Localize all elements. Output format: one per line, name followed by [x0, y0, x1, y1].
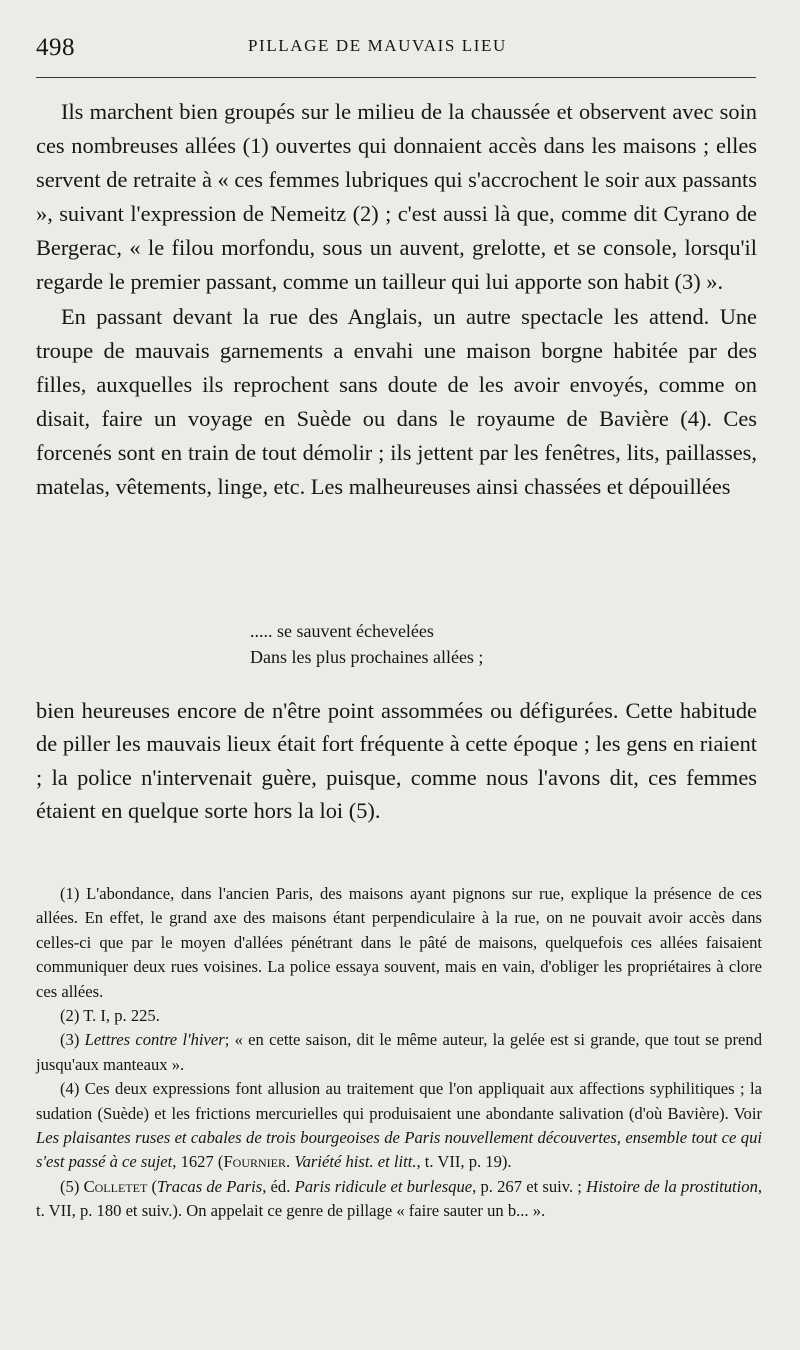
footnote-2: (2) T. I, p. 225.: [60, 1006, 160, 1026]
footnotes: [36, 882, 762, 1224]
header-rule: [36, 77, 756, 78]
main-text-continued: [36, 694, 757, 828]
page-header: [36, 30, 756, 70]
paragraph: En passant devant la rue des Anglais, un autre spectacle les attend. Une troupe de mauvais garnements a envahi une maison borgne habitée par des filles, auxquelles ils reprochent sans doute de les avoir envoyés, comme on disait, faire un voyage en Suède ou dans le royaume de Bavière (4). Ces forcenés sont en train de tout démolir ; ils jettent par les fenêtres, lits, paillasses, matelas, vêtements, linge, etc. Les malheureuses ainsi chassées et dépouillées: [36, 303, 757, 500]
paragraph: Ils marchent bien groupés sur le milieu de la chaussée et observent avec soin ces nombreuses allées (1) ouvertes qui donnaient accès dans les maisons ; elles servent de retraite à « ces femmes lubriques qui s'accrochent le soir aux passants », suivant l'expression de Nemeitz (2) ; c'est aussi là que, comme dit Cyrano de Bergerac, « le filou morfondu, sous un auvent, grelotte, et se console, lorsqu'il regarde le premier passant, comme un tailleur qui lui apporte son habit (3) ».: [36, 99, 757, 295]
verse-line: Dans les plus prochaines allées ;: [250, 647, 484, 667]
footnote-4: (4) Ces deux expressions font allusion au traitement que l'on appliquait aux affections syphilitiques ; la sudation (Suède) et les frictions mercurielles qui produisaient une abondante salivation (d'où Bavière). Voir Les plaisantes ruses et cabales de trois bourgeoises de Paris nouvellement découvertes, ensemble tout ce qui s'est passé à ce sujet, 1627 (Fournier. Variété hist. et litt., t. VII, p. 19).: [36, 1079, 762, 1172]
page-number: 498: [36, 34, 75, 61]
running-title: PILLAGE DE MAUVAIS LIEU: [248, 36, 507, 55]
footnote-5: (5) Colletet (Tracas de Paris, éd. Paris ridicule et burlesque, p. 267 et suiv. ; Histoire de la prostitution, t. VII, p. 180 et suiv.). On appelait ce genre de pillage « faire sauter un b... ».: [36, 1176, 763, 1221]
verse-line: ..... se sauvent échevelées: [250, 621, 434, 641]
main-text: [36, 95, 757, 504]
paragraph-continuation: bien heureuses encore de n'être point assommées ou défigurées. Cette habitude de piller les mauvais lieux était fort fréquente à cette époque ; les gens en riaient ; la police n'intervenait guère, puisque, comme nous l'avons dit, ces femmes étaient en quelque sorte hors la loi (5).: [36, 698, 757, 824]
footnote-1: (1) L'abondance, dans l'ancien Paris, des maisons ayant pignons sur rue, explique la présence de ces allées. En effet, le grand axe des maisons étant perpendiculaire à la rue, on ne pouvait avoir accès dans celles-ci que par le moyen d'allées pénétrant dans le pâté de maisons, quelquefois ces allées faisaient communiquer deux rues voisines. La police essaya souvent, mais en vain, d'obliger les propriétaires à clore ces allées.: [36, 884, 762, 1001]
footnote-3: (3) Lettres contre l'hiver; « en cette saison, dit le même auteur, la gelée est si grande, que tout se prend jusqu'aux manteaux ».: [36, 1030, 762, 1074]
verse-quote: [250, 618, 650, 670]
